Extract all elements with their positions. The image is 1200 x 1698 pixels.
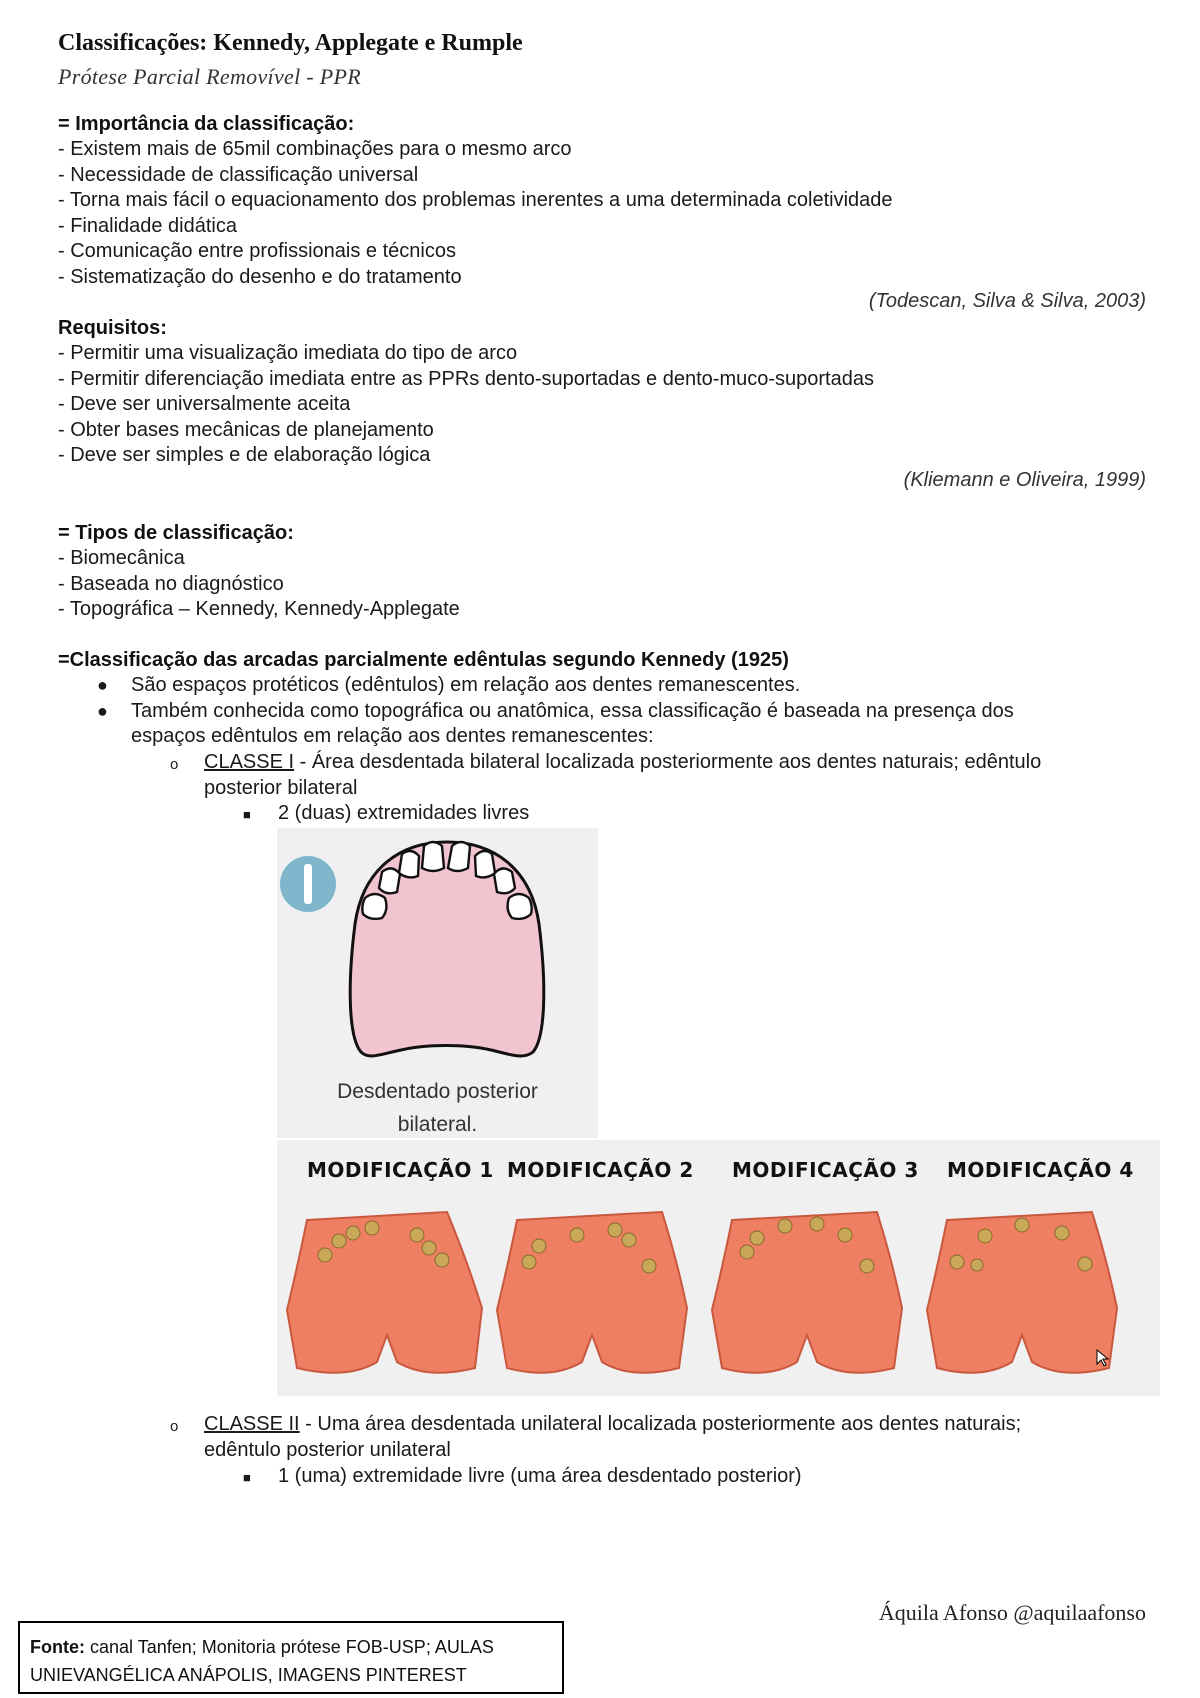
dental-model-3	[712, 1212, 902, 1373]
types-item: - Biomecânica	[58, 547, 185, 569]
modifications-figure	[277, 1140, 1160, 1396]
class2-desc: - Uma área desdentada unilateral localizada posteriormente aos dentes naturais;	[299, 1413, 1022, 1435]
importance-item: - Finalidade didática	[58, 215, 237, 237]
types-heading: = Tipos de classificação:	[58, 522, 294, 544]
dental-model-4	[927, 1212, 1117, 1373]
tooth-icon	[475, 851, 495, 878]
class1-label: CLASSE I	[204, 751, 295, 773]
arch-illustration	[277, 828, 598, 1078]
requirements-item: - Permitir uma visualização imediata do tipo de arco	[58, 342, 518, 364]
dental-models-illustration	[277, 1140, 1160, 1396]
importance-item: - Existem mais de 65mil combinações para o mesmo arco	[58, 138, 572, 160]
modification-label: MODIFICAÇÃO 4	[947, 1158, 1134, 1182]
kennedy-bullet-line: Também conhecida como topográfica ou anatômica, essa classificação é baseada na presença dos	[131, 700, 1014, 722]
tooth-icon	[508, 894, 532, 919]
author-signature: Áquila Afonso @aquilaafonso	[878, 1600, 1146, 1625]
class2-label: CLASSE II	[204, 1413, 300, 1435]
requirements-citation: (Kliemann e Oliveira, 1999)	[903, 469, 1146, 491]
types-item: - Baseada no diagnóstico	[58, 573, 284, 595]
modification-label: MODIFICAÇÃO 3	[732, 1158, 919, 1182]
class2-desc-cont: edêntulo posterior unilateral	[204, 1439, 451, 1461]
importance-heading: = Importância da classificação:	[58, 113, 355, 135]
requirements-item: - Deve ser simples e de elaboração lógica	[58, 444, 431, 466]
modification-label: MODIFICAÇÃO 1	[307, 1158, 494, 1182]
importance-citation: (Todescan, Silva & Silva, 2003)	[868, 290, 1146, 312]
tooth-icon	[379, 868, 400, 893]
class-badge-numeral	[304, 864, 312, 904]
class2-sub: 1 (uma) extremidade livre (uma área desdentado posterior)	[278, 1465, 802, 1487]
class2-line	[204, 1412, 1021, 1437]
tooth-icon	[494, 868, 515, 893]
source-box	[18, 1621, 564, 1694]
document-title: Classificações: Kennedy, Applegate e Rumple	[58, 30, 523, 56]
modification-label: MODIFICAÇÃO 2	[507, 1158, 694, 1182]
source-text: canal Tanfen; Monitoria prótese FOB-USP; AULAS	[84, 1637, 494, 1657]
source-line: UNIEVANGÉLICA ANÁPOLIS, IMAGENS PINTEREST	[30, 1665, 467, 1685]
requirements-item: - Deve ser universalmente aceita	[58, 393, 351, 415]
sub-bullet-icon: o	[170, 1418, 179, 1435]
types-item: - Topográfica – Kennedy, Kennedy-Applegate	[58, 598, 460, 620]
tooth-icon	[448, 842, 470, 871]
class1-arch-figure	[277, 828, 598, 1138]
tooth-icon	[362, 894, 386, 919]
dental-model-2	[497, 1212, 687, 1373]
tooth-icon	[399, 851, 419, 878]
document-subtitle: Prótese Parcial Removível - PPR	[58, 64, 361, 89]
class1-sub: 2 (duas) extremidades livres	[278, 802, 530, 824]
requirements-item: - Permitir diferenciação imediata entre as PPRs dento-suportadas e dento-muco-suportadas	[58, 368, 874, 390]
bullet-icon: ●	[97, 701, 108, 721]
requirements-item: - Obter bases mecânicas de planejamento	[58, 419, 434, 441]
class1-desc-cont: posterior bilateral	[204, 777, 358, 799]
source-line	[30, 1633, 552, 1661]
tooth-icon	[422, 842, 444, 871]
source-label: Fonte:	[30, 1637, 85, 1657]
importance-item: - Torna mais fácil o equacionamento dos problemas inerentes a uma determinada coletividade	[58, 189, 893, 211]
sub-bullet-icon: o	[170, 756, 179, 773]
square-bullet-icon: ■	[243, 807, 251, 822]
requirements-heading: Requisitos:	[58, 317, 167, 339]
bullet-icon: ●	[97, 675, 108, 695]
class1-desc: - Área desdentada bilateral localizada posteriormente aos dentes naturais; edêntulo	[294, 751, 1042, 773]
importance-item: - Necessidade de classificação universal	[58, 164, 419, 186]
square-bullet-icon: ■	[243, 1470, 251, 1485]
kennedy-bullet-line: espaços edêntulos em relação aos dentes remanescentes:	[131, 725, 654, 747]
dental-model-1	[287, 1212, 482, 1373]
importance-item: - Sistematização do desenho e do tratamento	[58, 266, 462, 288]
caption-line: Desdentado posterior	[337, 1080, 538, 1103]
importance-item: - Comunicação entre profissionais e técnicos	[58, 240, 456, 262]
kennedy-heading: =Classificação das arcadas parcialmente edêntulas segundo Kennedy (1925)	[58, 649, 789, 671]
kennedy-bullet: São espaços protéticos (edêntulos) em relação aos dentes remanescentes.	[131, 674, 801, 696]
caption-line: bilateral.	[397, 1113, 478, 1136]
palate-shape	[350, 842, 544, 1056]
class1-line	[204, 750, 1041, 775]
figure1-caption	[277, 1075, 598, 1141]
